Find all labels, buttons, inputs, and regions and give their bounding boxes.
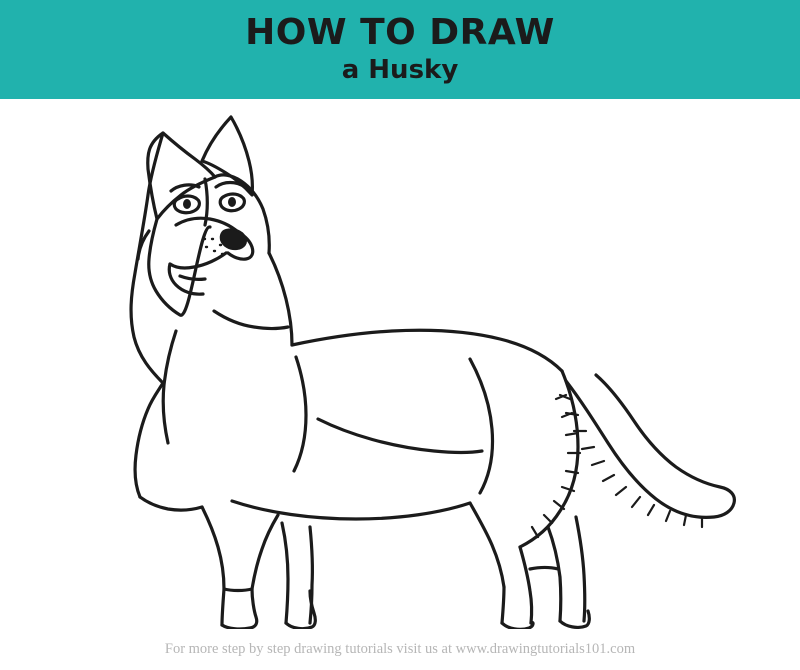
rear-leg-near [502, 587, 504, 623]
rear-leg-front [470, 503, 504, 587]
front-leg-near [222, 589, 252, 625]
page-subtitle: a Husky [341, 55, 459, 86]
rear-leg-near-back [520, 547, 532, 623]
cheek-fur-left [138, 231, 149, 259]
drawing-canvas [0, 99, 800, 629]
side-marking-line [318, 419, 482, 453]
footer [0, 629, 800, 670]
rear-leg-far-back [576, 517, 585, 621]
neck-back-line [269, 253, 292, 345]
back-outline [292, 330, 562, 371]
page-title: HOW TO DRAW [245, 12, 555, 54]
right-eye-pupil [228, 197, 236, 207]
whisker-dots-left [204, 239, 223, 254]
left-eye-pupil [183, 199, 191, 209]
flank-contour [470, 359, 493, 493]
husky-illustration [0, 99, 800, 629]
front-paw-near [222, 589, 257, 629]
footer-credit-text: For more step by step drawing tutorials visit us at www.drawingtutorials101.com [164, 641, 636, 657]
neck-ruff-inner [163, 331, 176, 443]
brow-right [216, 183, 245, 188]
front-leg-far [282, 523, 288, 623]
rear-leg-far [548, 527, 561, 621]
shoulder-contour [294, 357, 306, 471]
husky-outline-group [131, 117, 734, 629]
body-chest-and-foreleg-front [202, 507, 224, 589]
front-leg-near-back [252, 515, 278, 589]
belly-line [232, 501, 470, 519]
face-mask-marking [205, 179, 207, 225]
tail-outline [566, 375, 734, 517]
hock-line [530, 568, 558, 570]
shoulder-fur-line [214, 311, 288, 329]
neck-ruff-front [135, 383, 163, 497]
header-banner [0, 0, 800, 99]
chest-ruff [140, 497, 202, 510]
nose [221, 229, 246, 249]
